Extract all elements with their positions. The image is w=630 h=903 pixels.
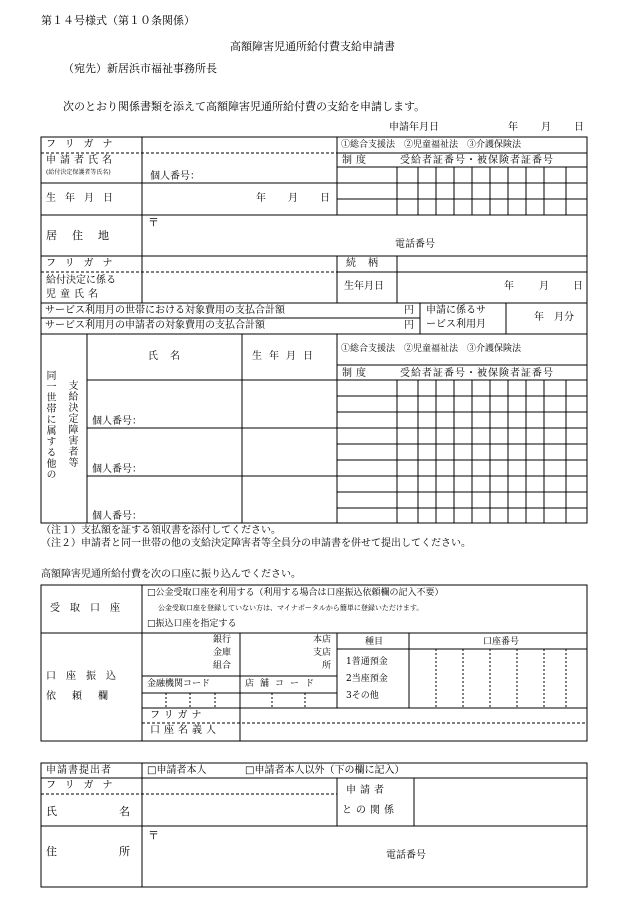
child-birth-label: 生年月日: [344, 281, 384, 292]
child-furigana-label: フリガナ: [46, 258, 122, 269]
household-member-3-mynumber[interactable]: 個人番号：: [92, 511, 142, 522]
child-birth-month[interactable]: 月: [539, 281, 549, 292]
household-laws-options: ①総合支援法 ②児童福祉法 ③介護保険法: [341, 344, 522, 354]
date-day[interactable]: 日: [574, 122, 584, 133]
note-2: （注２）申請者と同一世帯の他の支給決定障害者等全員分の申請書を併せて提出してください。: [41, 538, 471, 549]
submitter-label: 申請書提出者: [46, 765, 112, 776]
branch-code-label: 店舗コード: [245, 679, 321, 689]
submitter-relation-label-1: 申請者: [346, 785, 388, 796]
household-member-2-mynumber[interactable]: 個人番号：: [92, 464, 142, 475]
child-name-label-1: 給付決定に係る: [46, 275, 116, 286]
applicant-total-label: サービス利用月の申請者の対象費用の支払合計額: [45, 320, 265, 331]
household-name-header: 氏名: [148, 351, 192, 362]
applicant-furigana-label: フリガナ: [46, 139, 122, 150]
form-number: 第１４号様式（第１０条関係）: [41, 14, 195, 27]
branch-type-1: 本店: [313, 635, 332, 645]
receive-account-label: 受取口座: [50, 603, 130, 614]
branch-type-2: 支店: [313, 648, 332, 658]
applicant-birth-label: 生年月日: [46, 193, 122, 204]
date-month[interactable]: 月: [541, 122, 551, 133]
transfer-label-2: 依頼欄: [46, 691, 124, 702]
applicant-postal-mark: 〒: [148, 216, 159, 229]
child-relation-label: 続柄: [346, 258, 390, 269]
child-birth-year[interactable]: 年: [504, 281, 514, 292]
household-system-label: 制度: [342, 368, 370, 379]
date-year[interactable]: 年: [508, 122, 518, 133]
household-total-yen: 円: [404, 305, 414, 316]
applicant-laws-options: ①総合支援法 ②児童福祉法 ③介護保険法: [341, 140, 522, 150]
note-1: （注１）支払額を証する領収書を添付してください。: [41, 525, 281, 536]
date-label: 申請年月日: [389, 122, 439, 133]
applicant-birth-month[interactable]: 月: [288, 193, 298, 204]
public-account-option[interactable]: □公金受取口座を利用する（利用する場合は口座振込依頼欄の記入不要）: [147, 588, 444, 598]
applicant-system-label: 制度: [342, 155, 370, 166]
service-month-label-2: ービス利用月: [426, 319, 486, 330]
applicant-cert-number-label: 受給者証番号・被保険者証番号: [400, 155, 554, 166]
holder-furigana-label: フリガナ: [150, 710, 206, 721]
submitter-relation-label-2: との関係: [342, 805, 398, 816]
applicant-name-label: 申請者氏名: [46, 155, 116, 166]
applicant-name-sublabel: (給付決定保護者等氏名): [46, 169, 111, 176]
bank-type-3: 組合: [213, 661, 232, 671]
child-name-label-2: 児童氏名: [46, 289, 102, 300]
applicant-address-label: 居住地: [46, 229, 124, 242]
household-birth-header: 生年月日: [252, 351, 320, 362]
account-type-header: 種目: [365, 637, 384, 647]
account-type-1[interactable]: 1普通預金: [346, 657, 388, 667]
institution-code-label: 金融機関コード: [147, 679, 211, 689]
intro-text: 次のとおり関係書類を添えて高額障害児通所給付費の支給を申請します。: [63, 100, 426, 113]
public-account-note: 公金受取口座を登録していない方は、マイナポータルから簡単に登録いただけます。: [158, 604, 424, 612]
applicant-total-yen: 円: [404, 320, 414, 331]
child-birth-day[interactable]: 日: [573, 281, 583, 292]
transfer-label-1: 口座振込: [46, 671, 126, 682]
submitter-self-option[interactable]: □申請者本人: [147, 765, 207, 776]
submitter-furigana-label: フリガナ: [46, 780, 122, 791]
submitter-address-label: 住所: [46, 845, 192, 858]
account-holder-label: 口座名義人: [150, 725, 220, 736]
applicant-birth-year[interactable]: 年: [256, 193, 266, 204]
service-month-label-1: 申請に係るサ: [426, 305, 486, 316]
household-side-label-right: 支給決定障害者等: [66, 380, 77, 468]
household-member-1-mynumber[interactable]: 個人番号：: [92, 416, 142, 427]
account-number-header: 口座番号: [483, 637, 520, 647]
submitter-phone-label: 電話番号: [386, 850, 426, 861]
account-type-2[interactable]: 2当座預金: [346, 674, 388, 684]
submitter-name-label: 氏名: [46, 805, 192, 818]
applicant-phone-label: 電話番号: [395, 239, 435, 250]
branch-type-3: 所: [322, 661, 332, 671]
submitter-other-option[interactable]: □申請者本人以外（下の欄に記入）: [245, 765, 405, 776]
bank-intro: 高額障害児通所給付費を次の口座に振り込んでください。: [41, 569, 301, 580]
bank-type-2: 金庫: [213, 648, 232, 658]
household-cert-number-label: 受給者証番号・被保険者証番号: [400, 368, 554, 379]
form-title: 高額障害児通所給付費支給申請書: [230, 40, 395, 53]
bank-type-1: 銀行: [213, 635, 232, 645]
specify-account-option[interactable]: □振込口座を指定する: [147, 619, 237, 629]
service-year-month[interactable]: 年 月分: [534, 312, 574, 323]
applicant-birth-day[interactable]: 日: [320, 193, 330, 204]
account-type-3[interactable]: 3その他: [346, 691, 379, 701]
applicant-mynumber-label[interactable]: 個人番号：: [150, 171, 200, 182]
household-side-label-left: 同一世帯に属する他の: [44, 370, 55, 480]
household-total-label: サービス利用月の世帯における対象費用の支払合計額: [45, 305, 285, 316]
addressee: （宛先）新居浜市福祉事務所長: [63, 62, 217, 75]
submitter-postal-mark: 〒: [148, 829, 159, 842]
